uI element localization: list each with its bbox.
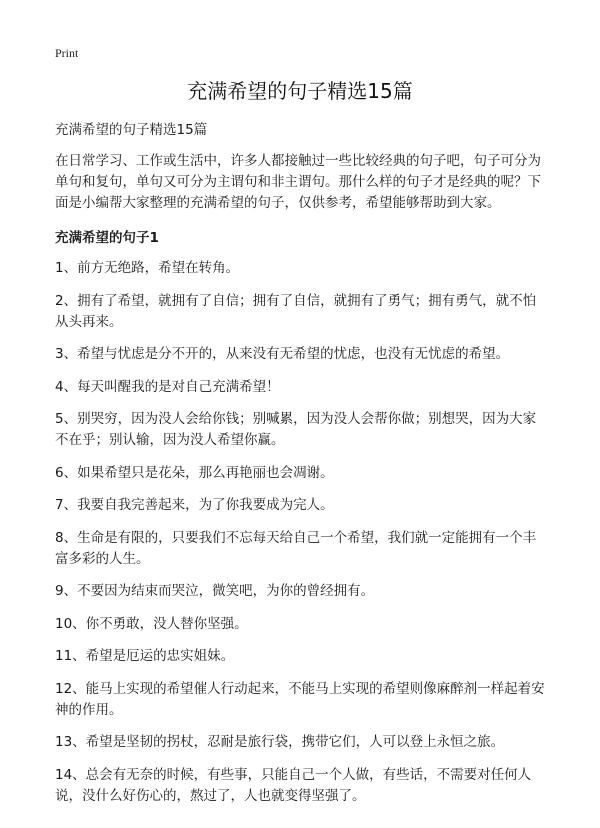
list-item: 2、拥有了希望，就拥有了自信；拥有了自信，就拥有了勇气；拥有勇气，就不怕从头再来。 <box>55 292 537 330</box>
list-item: 12、能马上实现的希望催人行动起来，不能马上实现的希望则像麻醉剂一样起着安神的作用。 <box>55 680 545 718</box>
list-item: 4、每天叫醒我的是对自己充满希望！ <box>55 378 280 395</box>
list-item: 10、你不勇敢，没人替你坚强。 <box>55 615 248 632</box>
print-label: Print <box>55 46 79 60</box>
section-heading: 充满希望的句子1 <box>55 230 159 246</box>
list-item: 8、生命是有限的，只要我们不忘每天给自己一个希望，我们就一定能拥有一个丰富多彩的人生。 <box>55 529 537 567</box>
list-item: 7、我要自我完善起来，为了你我要成为完人。 <box>55 497 334 513</box>
list-item: 9、不要因为结束而哭泣，微笑吧，为你的曾经拥有。 <box>55 583 375 599</box>
list-item: 14、总会有无奈的时候，有些事，只能自己一个人做，有些话，不需要对任何人说，没什么好伤心的，熬过了，人也就变得坚强了。 <box>55 766 532 804</box>
list-item: 5、别哭穷，因为没人会给你钱；别喊累，因为没人会帮你做；别想哭，因为大家不在乎；别认输，因为没人希望你赢。 <box>55 411 537 448</box>
list-item: 6、如果希望只是花朵，那么再艳丽也会凋谢。 <box>55 464 334 481</box>
intro-paragraph: 在日常学习、工作或生活中，许多人都接触过一些比较经典的句子吧，句子可分为单句和复句，单句又可分为主谓句和非主谓句。那什么样的句子才是经典的呢？下面是小编帮大家整理的充满希望的句子，仅供参考，希望能够帮助到大家。 <box>55 153 541 211</box>
list-item: 1、前方无绝路，希望在转角。 <box>55 260 240 276</box>
list-item: 11、希望是厄运的忠实姐妹。 <box>55 648 235 664</box>
list-item: 13、希望是坚韧的拐杖，忍耐是旅行袋，携带它们，人可以登上永恒之旅。 <box>55 734 505 750</box>
page-title: 充满希望的句子精选15篇 <box>187 79 413 103</box>
document-subtitle: 充满希望的句子精选15篇 <box>55 122 208 138</box>
list-item: 3、希望与忧虑是分不开的，从来没有无希望的忧虑，也没有无忧虑的希望。 <box>55 346 510 362</box>
document-body <box>55 120 547 818</box>
